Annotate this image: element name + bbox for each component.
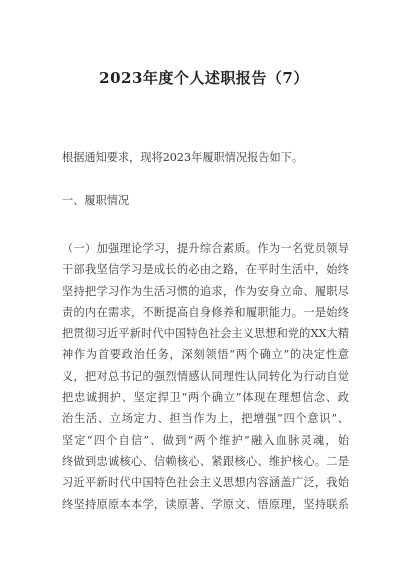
body-line: 终坚持原原本本学，读原著、学原文、悟原理，坚持联系: [62, 497, 349, 511]
intro-paragraph: 根据通知要求，现将2023年履职情况报告如下。: [62, 151, 304, 164]
body-line: 责的内在需求，不断提高自身修养和履职能力。一是始终: [62, 305, 349, 319]
section-heading: 一、履职情况: [62, 194, 130, 207]
body-line: 义，把对总书记的强烈情感认同理性认同转化为行动自觉: [62, 369, 349, 383]
body-line: 坚定“四个自信”、做到“两个维护”融入血脉灵魂，始: [62, 433, 349, 447]
body-line: 治生活、立场定力、担当作为上，把增强“四个意识”、: [62, 412, 349, 426]
body-line: 神作为首要政治任务，深刻领悟“两个确立”的决定性意: [62, 348, 349, 362]
document-title: 2023年度个人述职报告（7）: [99, 69, 309, 87]
body-line: 终做到忠诚核心、信赖核心、紧跟核心、维护核心。二是: [62, 454, 349, 468]
body-line: 坚持把学习作为生活习惯的追求，作为安身立命、履职尽: [62, 284, 349, 298]
body-paragraph: [62, 238, 349, 515]
body-line: 习近平新时代中国特色社会主义思想内容涵盖广泛，我始: [62, 476, 349, 490]
body-line: （一）加强理论学习，提升综合素质。作为一名党员领导: [62, 242, 349, 255]
body-line: 把贯彻习近平新时代中国特色社会主义思想和党的XX大精: [62, 327, 349, 341]
body-line: 把忠诚拥护、坚定捍卫“两个确立”体现在理想信念、政: [62, 391, 349, 405]
body-line: 干部我坚信学习是成长的必由之路，在平时生活中，始终: [62, 263, 349, 277]
